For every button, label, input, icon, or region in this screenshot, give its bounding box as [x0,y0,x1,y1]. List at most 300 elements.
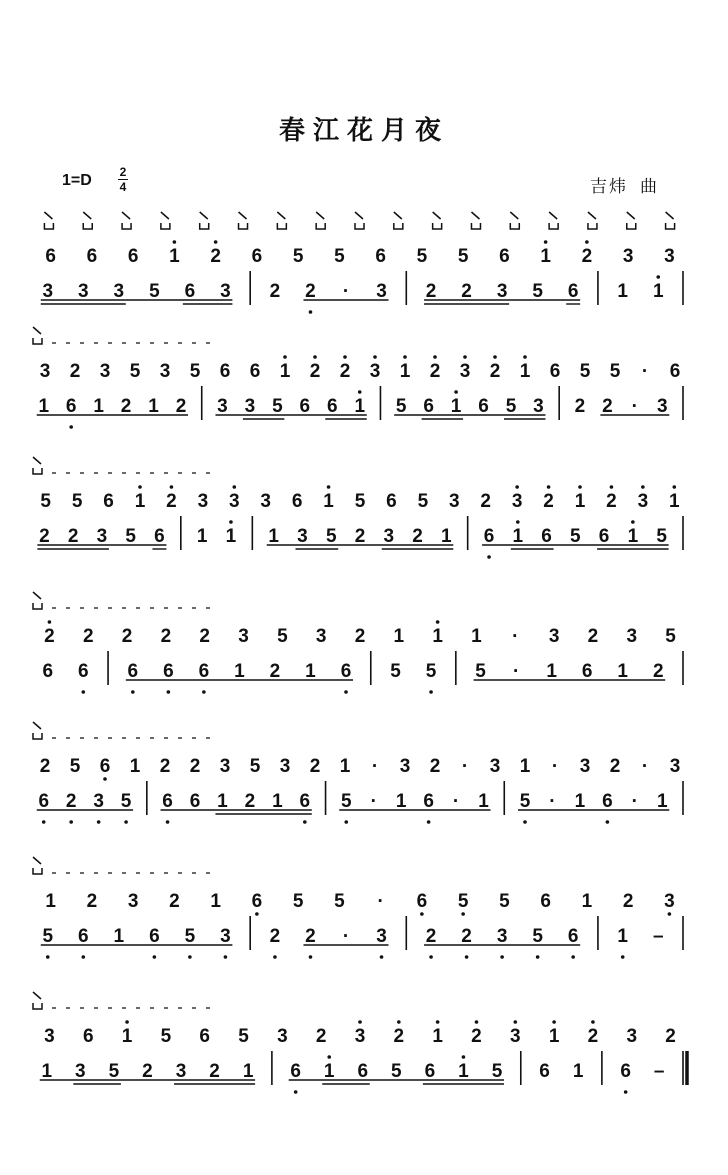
upper-note: 5 [40,491,52,512]
upper-note: 1 [548,1026,560,1047]
strum-mark [316,212,324,219]
lower-note: 5 [272,396,283,417]
upper-note: 3 [39,361,51,382]
lower-note: 6 [602,791,613,812]
upper-note: 2 [354,626,366,647]
lower-note: 6 [299,396,311,417]
octave-dot [313,355,317,359]
lower-note: 1 [478,791,489,812]
lower-note: 5 [108,1061,120,1082]
strum-mark [122,212,130,219]
lower-note: 2 [652,661,664,682]
lower-note: 1 [148,396,159,417]
lower-note: 3 [297,526,308,547]
octave-dot [232,485,236,489]
lower-note: 2 [39,526,50,547]
lower-note: 6 [154,526,165,547]
octave-dot [454,390,458,394]
lower-note: 1 [652,281,664,302]
lower-note: 6 [184,281,196,302]
lower-note: 5 [120,791,132,812]
lower-note: 1 [617,281,628,302]
upper-note: · [641,756,649,777]
octave-dot [463,355,467,359]
strum-mark [355,212,363,219]
lower-note: 6 [357,1061,369,1082]
pluck-mark [471,223,480,229]
octave-dot [544,240,548,244]
lower-note: 6 [423,396,434,417]
lower-note: 1 [196,526,208,547]
octave-dot [571,955,575,959]
strum-mark [33,327,41,334]
lower-note: 1 [395,791,407,812]
upper-note: 5 [334,246,345,267]
strum-mark [394,212,402,219]
upper-note: 3 [664,891,675,912]
upper-note: 1 [134,491,146,512]
upper-note: 1 [399,361,411,382]
pluck-mark [33,868,42,874]
lower-note: 2 [354,526,366,547]
octave-dot [309,955,313,959]
lower-note: 6 [65,396,77,417]
lower-note: 5 [475,661,486,682]
lower-note: 1 [38,396,50,417]
lower-note: 3 [217,396,228,417]
octave-dot [487,555,491,559]
octave-dot [500,955,504,959]
upper-note: 6 [103,491,114,512]
octave-dot [672,485,676,489]
upper-note: 1 [432,1026,443,1047]
upper-note: 5 [238,1026,249,1047]
octave-dot [547,485,551,489]
lower-note: 1 [225,526,237,547]
upper-note: 5 [71,491,83,512]
lower-note: 5 [395,396,407,417]
lower-note: 1 [234,661,245,682]
upper-note: 2 [581,246,593,267]
lower-note: 6 [483,526,495,547]
upper-note: 6 [499,246,510,267]
upper-note: 6 [386,491,397,512]
pluck-mark [33,1003,42,1009]
lower-note: 6 [78,926,89,947]
upper-note: 6 [251,246,263,267]
upper-note: 2 [665,1026,676,1047]
octave-dot [167,690,171,694]
upper-note: 6 [86,246,98,267]
upper-note: 2 [429,361,441,382]
upper-note: 2 [210,246,221,267]
octave-dot [125,1020,129,1024]
lower-note: 3 [42,281,54,302]
lower-note: 3 [656,396,668,417]
octave-dot [358,1020,362,1024]
lower-note: 2 [269,281,281,302]
lower-note: 2 [175,396,187,417]
octave-dot [273,955,277,959]
upper-note: 3 [489,756,501,777]
lower-note: 6 [424,1061,436,1082]
lower-note: 3 [96,526,108,547]
upper-note: 2 [39,756,51,777]
lower-note: 1 [272,791,283,812]
octave-dot [327,485,331,489]
lower-note: 5 [184,926,196,947]
upper-note: 2 [160,626,172,647]
lower-note: 1 [627,526,639,547]
lower-note: 1 [268,526,280,547]
octave-dot [188,955,192,959]
octave-dot [429,690,433,694]
pluck-mark [239,223,248,229]
pluck-mark [433,223,442,229]
lower-note: 1 [41,1061,53,1082]
lower-note: 5 [570,526,581,547]
lower-note: 2 [602,396,613,417]
octave-dot [373,355,377,359]
lower-note: 1 [574,791,586,812]
upper-note: 3 [459,361,471,382]
lower-note: · [342,281,350,302]
upper-note: 1 [45,891,56,912]
lower-note: 2 [574,396,586,417]
key-signature: 1=D [62,172,92,189]
octave-dot [585,240,589,244]
octave-dot [515,485,519,489]
upper-note: 3 [510,1026,521,1047]
strum-mark [33,722,41,729]
strum-mark [83,212,91,219]
upper-note: 2 [609,756,621,777]
strum-mark [161,212,169,219]
upper-note: 3 [219,756,231,777]
strum-mark [588,212,596,219]
pluck-mark [355,223,364,229]
upper-note: · [371,756,379,777]
upper-note: 1 [393,626,405,647]
lower-note: 3 [376,926,387,947]
octave-dot [48,620,52,624]
upper-note: 6 [549,361,561,382]
upper-note: 5 [354,491,366,512]
strum-mark [33,592,41,599]
lower-note: · [549,791,556,812]
upper-note: 2 [69,361,81,382]
lower-note: 2 [461,926,472,947]
octave-dot [69,425,73,429]
pluck-mark [33,338,42,344]
strum-mark [510,212,518,219]
octave-dot [631,520,635,524]
octave-dot [668,912,672,916]
upper-note: 2 [121,626,133,647]
octave-dot [97,820,101,824]
upper-note: 2 [480,491,492,512]
pluck-mark [44,223,53,229]
upper-note: 5 [457,246,469,267]
lower-note: 1 [656,791,668,812]
upper-note: · [551,756,559,777]
lower-note: 2 [305,926,316,947]
lower-note: 6 [299,791,311,812]
upper-note: 2 [166,491,177,512]
upper-note: 5 [417,491,429,512]
pluck-mark [33,468,42,474]
octave-dot [283,355,287,359]
lower-note: 5 [491,1061,503,1082]
lower-note: 2 [269,661,281,682]
lower-note: 6 [149,926,160,947]
upper-note: 1 [574,491,586,512]
lower-note: 3 [244,396,256,417]
strum-mark [627,212,635,219]
upper-note: 5 [249,756,261,777]
upper-note: 6 [45,246,56,267]
octave-dot [81,690,85,694]
lower-note: 6 [567,926,579,947]
upper-note: 2 [199,626,210,647]
upper-note: 2 [587,1026,599,1047]
lower-note: · [452,791,460,812]
upper-note: 2 [393,1026,405,1047]
octave-dot [46,955,50,959]
lower-note: 3 [113,281,125,302]
upper-note: 3 [159,361,171,382]
octave-dot [124,820,128,824]
strum-mark [33,857,41,864]
octave-dot [42,820,46,824]
meter-top: 2 [119,165,127,179]
octave-dot [170,485,174,489]
octave-dot [461,912,465,916]
lower-note: 2 [120,396,132,417]
upper-note: 2 [169,891,180,912]
octave-dot [552,1020,556,1024]
upper-note: 6 [127,246,139,267]
strum-mark [44,212,52,219]
upper-note: 6 [82,1026,94,1047]
lower-note: 5 [656,526,667,547]
lower-note: · [370,791,377,812]
upper-note: 5 [292,891,304,912]
lower-note: 5 [149,281,160,302]
strum-mark [433,212,441,219]
upper-note: 2 [189,756,201,777]
lower-note: 1 [617,661,628,682]
upper-note: 1 [668,491,680,512]
lower-note: 2 [269,926,281,947]
strum-mark [666,212,674,219]
upper-note: 6 [99,756,111,777]
upper-note: 1 [339,756,351,777]
upper-note: 5 [160,1026,172,1047]
pluck-mark [549,223,558,229]
pluck-mark [394,223,403,229]
pluck-mark [33,733,42,739]
octave-dot [462,1055,466,1059]
lower-note: 6 [598,526,610,547]
upper-note: 3 [448,491,460,512]
lower-note: 2 [412,526,423,547]
upper-note: 5 [665,626,676,647]
octave-dot [344,820,348,824]
strum-mark [471,212,479,219]
upper-note: 1 [169,246,180,267]
lower-note: 6 [78,661,89,682]
lower-note: 3 [75,1061,86,1082]
octave-dot [131,690,135,694]
lower-note: 6 [127,661,139,682]
octave-dot [224,955,228,959]
lower-note: 5 [390,661,401,682]
upper-note: 3 [354,1026,366,1047]
upper-note: · [377,891,384,912]
pluck-mark [33,603,42,609]
strum-mark [200,212,208,219]
upper-note: 3 [664,246,675,267]
pluck-mark [510,223,519,229]
lower-note: 2 [461,281,472,302]
octave-dot [523,355,527,359]
lower-note: 3 [78,281,89,302]
upper-note: 2 [489,361,501,382]
upper-note: · [512,626,519,647]
lower-note: 6 [162,791,173,812]
upper-note: 3 [626,1026,638,1047]
pluck-mark [161,223,170,229]
octave-dot [641,485,645,489]
upper-note: 5 [457,891,469,912]
octave-dot [153,955,157,959]
lower-note: 1 [93,396,104,417]
strum-mark [277,212,285,219]
lower-note: 3 [220,926,231,947]
lower-note: 1 [217,791,228,812]
upper-note: 3 [197,491,209,512]
upper-note: 3 [669,756,681,777]
upper-note: 2 [587,626,599,647]
lower-note: 6 [326,396,338,417]
octave-dot [493,355,497,359]
upper-note: 3 [44,1026,55,1047]
upper-note: 6 [251,891,263,912]
octave-dot [173,240,177,244]
lower-note: 1 [458,1061,469,1082]
upper-note: 5 [334,891,345,912]
lower-note: 3 [496,926,508,947]
octave-dot [621,955,625,959]
upper-note: · [641,361,649,382]
lower-note: 6 [290,1061,301,1082]
upper-note: 6 [199,1026,210,1047]
octave-dot [229,520,233,524]
strum-mark [239,212,247,219]
upper-note: 2 [622,891,634,912]
upper-note: 3 [99,361,111,382]
lower-note: 6 [38,791,50,812]
lower-note: 6 [581,661,593,682]
lower-note: 6 [539,1061,550,1082]
pluck-mark [316,223,325,229]
strum-mark [549,212,557,219]
strum-mark [33,992,41,999]
octave-dot [309,310,313,314]
lower-note: – [652,926,664,947]
octave-dot [69,820,73,824]
pluck-mark [627,223,636,229]
pluck-mark [588,223,597,229]
lower-note: · [512,661,520,682]
lower-note: 6 [567,281,579,302]
lower-note: · [342,926,350,947]
lower-note: 1 [512,526,524,547]
lower-note: · [631,791,638,812]
lower-note: 3 [496,281,508,302]
lower-note: 2 [142,1061,153,1082]
lower-note: 5 [391,1061,402,1082]
upper-note: 1 [581,891,593,912]
octave-dot [403,355,407,359]
lower-note: 6 [478,396,489,417]
upper-note: · [461,756,469,777]
upper-note: 5 [416,246,428,267]
octave-dot [475,1020,479,1024]
lower-note: 3 [220,281,231,302]
upper-note: 6 [291,491,303,512]
lower-note: 3 [376,281,387,302]
lower-note: 5 [425,661,437,682]
octave-dot [427,820,431,824]
upper-note: 2 [339,361,351,382]
octave-dot [344,690,348,694]
lower-note: 5 [505,396,517,417]
octave-dot [433,355,437,359]
pluck-mark [122,223,131,229]
octave-dot [103,777,107,781]
upper-note: 3 [127,891,139,912]
upper-note: 2 [309,756,321,777]
upper-note: 1 [519,361,531,382]
upper-note: 3 [622,246,634,267]
upper-note: 2 [44,626,55,647]
upper-note: 3 [399,756,411,777]
octave-dot [656,275,660,279]
octave-dot [327,1055,331,1059]
lower-note: 1 [354,396,366,417]
lower-note: 5 [519,791,531,812]
upper-note: 5 [277,626,288,647]
lower-note: 2 [67,526,79,547]
lower-note: 6 [620,1061,631,1082]
pluck-mark [666,223,675,229]
page-title: 春江花月夜 [278,116,449,146]
lower-note: 3 [175,1061,187,1082]
octave-dot [303,820,307,824]
upper-note: 1 [519,756,531,777]
upper-note: 1 [121,1026,133,1047]
octave-dot [523,820,527,824]
octave-dot [294,1090,298,1094]
upper-note: 2 [543,491,554,512]
lower-note: 2 [425,281,437,302]
composer-name: 吉炜 [590,177,628,197]
lower-note: 3 [533,396,544,417]
upper-note: 2 [471,1026,482,1047]
lower-note: 1 [113,926,125,947]
